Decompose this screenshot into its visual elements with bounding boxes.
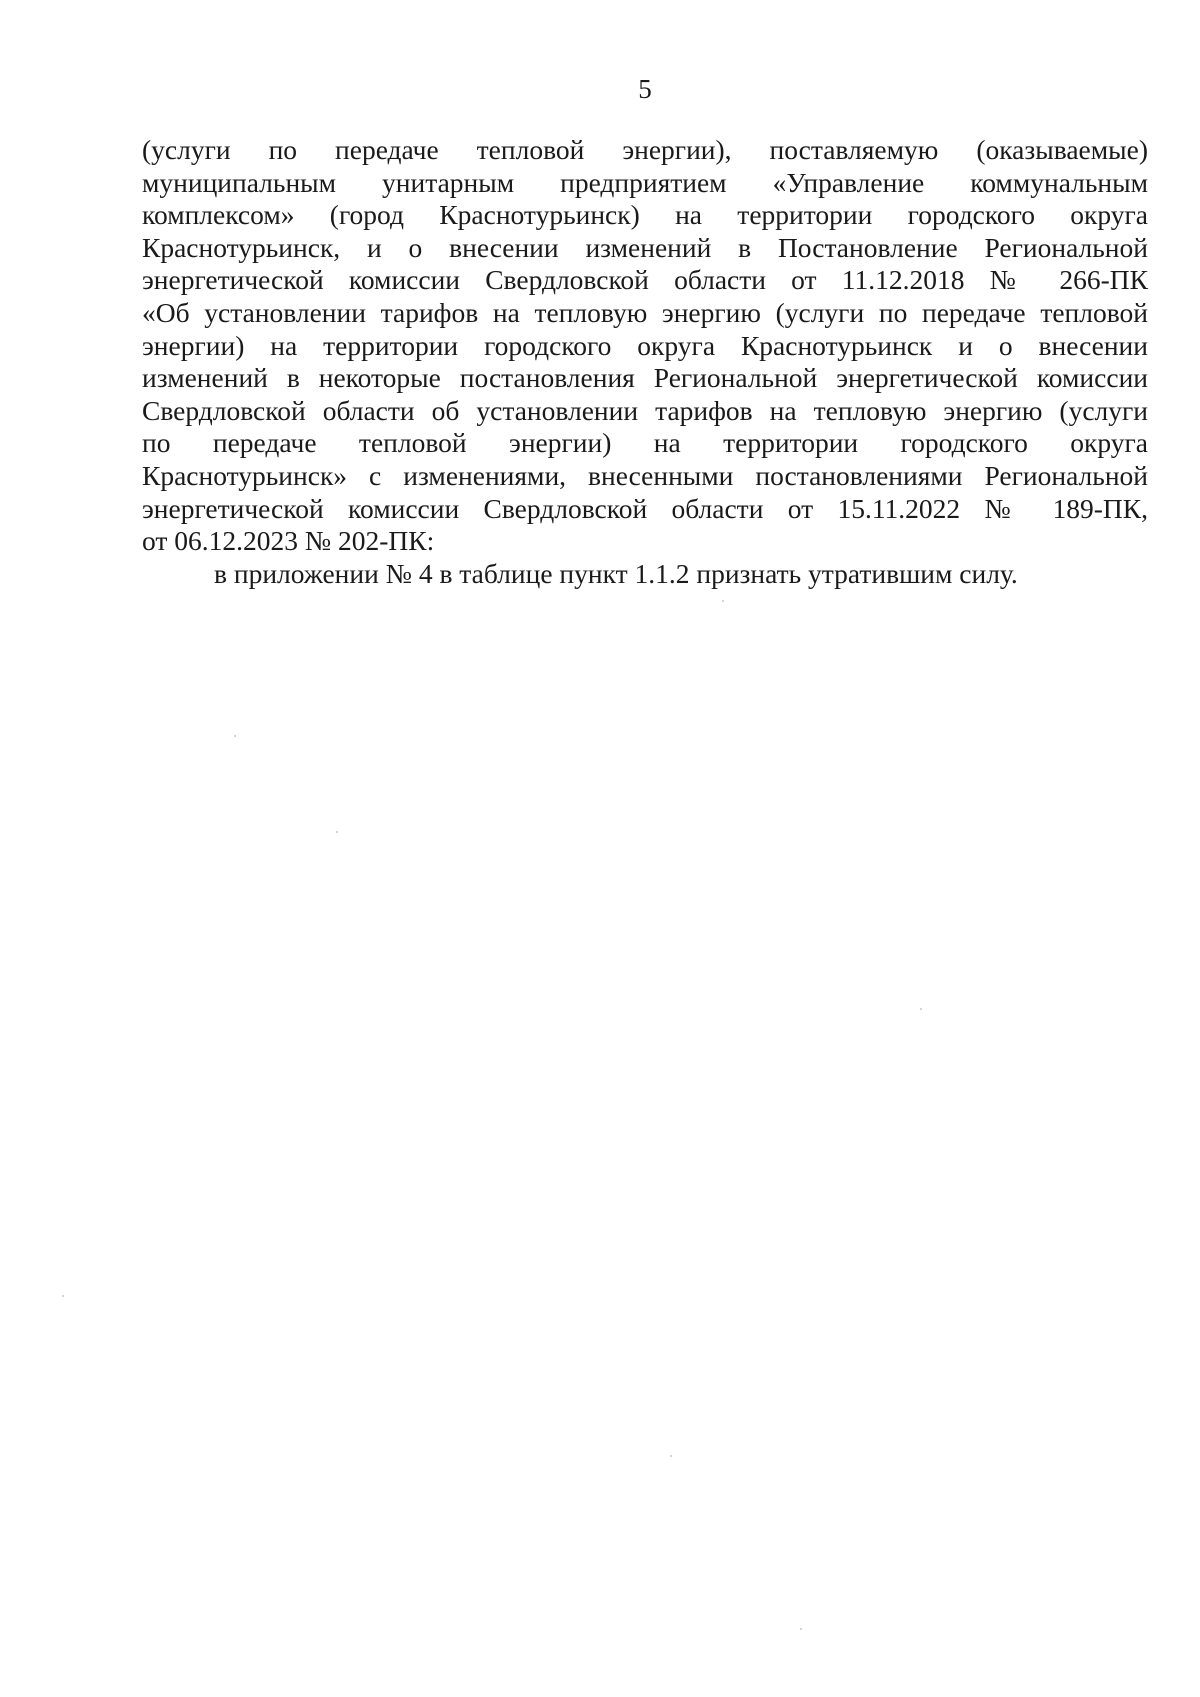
document-body: [142, 134, 1148, 590]
scan-speck: [336, 831, 338, 833]
text-line: муниципальным унитарным предприятием «Управление коммунальным: [142, 166, 1148, 198]
text-line: энергетической комиссии Свердловской области от 11.12.2018 № 266-ПК: [142, 264, 1148, 296]
text-line: Свердловской области об установлении тарифов на тепловую энергию (услуги: [142, 394, 1148, 426]
scan-speck: [800, 1628, 802, 1630]
text-line: комплексом» (город Краснотурьинск) на территории городского округа: [142, 199, 1148, 231]
scan-speck: [920, 1008, 922, 1010]
text-line: «Об установлении тарифов на тепловую энергию (услуги по передаче тепловой: [142, 296, 1148, 328]
text-line: энергетической комиссии Свердловской области от 15.11.2022 № 189-ПК,: [142, 492, 1148, 524]
text-line: по передаче тепловой энергии) на территории городского округа: [142, 427, 1148, 459]
scan-speck: [234, 735, 236, 737]
scan-speck: [722, 600, 724, 602]
text-line: (услуги по передаче тепловой энергии), поставляемую (оказываемые): [142, 134, 1148, 165]
scan-speck: [62, 1295, 64, 1297]
text-line: Краснотурьинск» с изменениями, внесенными постановлениями Региональной: [142, 459, 1148, 491]
text-line: изменений в некоторые постановления Региональной энергетической комиссии: [142, 362, 1148, 394]
page-number: 5: [638, 74, 652, 104]
text-line: Краснотурьинск, и о внесении изменений в Постановление Региональной: [142, 231, 1148, 263]
text-line: энергии) на территории городского округа Краснотурьинск и о внесении: [142, 329, 1148, 361]
text-line: от 06.12.2023 № 202-ПК:: [142, 525, 435, 557]
clause-paragraph: в приложении № 4 в таблице пункт 1.1.2 признать утратившим силу.: [214, 557, 1018, 589]
scan-speck: [670, 1455, 672, 1457]
